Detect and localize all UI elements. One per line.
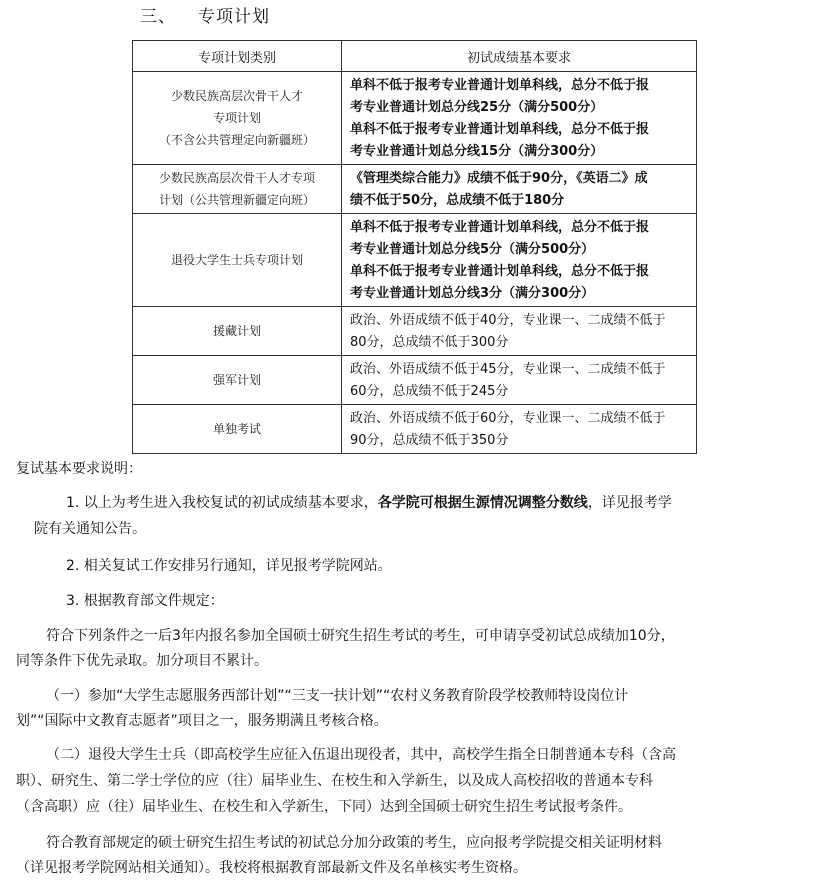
requirement-cell: 单科不低于报考专业普通计划单科线，总分不低于报 考专业普通计划总分线5分（满分500分） 单科不低于报考专业普通计划单科线，总分不低于报 考专业普通计划总分线3分（满分300分） bbox=[342, 214, 697, 307]
requirement-cell: 单科不低于报考专业普通计划单科线，总分不低于报 考专业普通计划总分线25分（满分500分） 单科不低于报考专业普通计划单科线，总分不低于报 考专业普通计划总分线15分（满分300分） bbox=[342, 72, 697, 165]
notes-heading: 复试基本要求说明： bbox=[16, 461, 142, 477]
table-row bbox=[133, 72, 697, 165]
table-row bbox=[133, 165, 697, 214]
category-cell: 单独考试 bbox=[133, 405, 342, 454]
category-cell: 退役大学生士兵专项计划 bbox=[133, 214, 342, 307]
condition-1-line-2: 划”“国际中文教育志愿者”项目之一，服务期满且考核合格。 bbox=[16, 713, 388, 729]
requirements-table bbox=[132, 40, 697, 454]
table-header-row bbox=[133, 41, 697, 72]
requirement-cell: 政治、外语成绩不低于60分，专业课一、二成绩不低于 90分，总成绩不低于350分 bbox=[342, 405, 697, 454]
section-number: 三、 bbox=[140, 7, 176, 27]
condition-2-line-2: 职）、研究生、第二学士学位的应（往）届毕业生、在校生和入学新生，以及成人高校招收的普通本专科 bbox=[16, 773, 653, 789]
note-item-1-cont: 院有关通知公告。 bbox=[34, 521, 146, 537]
condition-2-line-1: （二）退役大学生士兵（即高校学生应征入伍退出现役者，其中，高校学生指全日制普通本专科（含高 bbox=[46, 747, 676, 763]
section-title bbox=[140, 2, 270, 27]
condition-1-line-1: （一）参加“大学生志愿服务西部计划”“三支一扶计划”“农村义务教育阶段学校教师特设岗位计 bbox=[46, 688, 629, 704]
requirement-cell: 政治、外语成绩不低于40分，专业课一、二成绩不低于 80分，总成绩不低于300分 bbox=[342, 307, 697, 356]
note-item-1: 1. 以上为考生进入我校复试的初试成绩基本要求，各学院可根据生源情况调整分数线，详见报考学 bbox=[66, 495, 672, 511]
table-row bbox=[133, 405, 697, 454]
final-paragraph-line-1: 符合教育部规定的硕士研究生招生考试的初试总分加分政策的考生，应向报考学院提交相关证明材料 bbox=[46, 835, 662, 851]
category-cell: 少数民族高层次骨干人才 专项计划 （不含公共管理定向新疆班） bbox=[133, 72, 342, 165]
section-heading: 专项计划 bbox=[198, 7, 270, 27]
category-cell: 援藏计划 bbox=[133, 307, 342, 356]
requirement-cell: 政治、外语成绩不低于45分，专业课一、二成绩不低于 60分，总成绩不低于245分 bbox=[342, 356, 697, 405]
final-paragraph-line-2: （详见报考学院网站相关通知）。我校将根据教育部最新文件及名单核实考生资格。 bbox=[16, 860, 527, 876]
note-item-3: 3. 根据教育部文件规定： bbox=[66, 593, 224, 609]
bonus-paragraph-line-2: 同等条件下优先录取。加分项目不累计。 bbox=[16, 653, 268, 669]
header-category: 专项计划类别 bbox=[133, 41, 342, 72]
bonus-paragraph-line-1: 符合下列条件之一后3年内报名参加全国硕士研究生招生考试的考生，可申请享受初试总成绩加10分， bbox=[46, 628, 675, 644]
category-cell: 少数民族高层次骨干人才专项 计划（公共管理新疆定向班） bbox=[133, 165, 342, 214]
category-cell: 强军计划 bbox=[133, 356, 342, 405]
header-requirement: 初试成绩基本要求 bbox=[342, 41, 697, 72]
requirement-cell: 《管理类综合能力》成绩不低于90分，《英语二》成 绩不低于50分，总成绩不低于180分 bbox=[342, 165, 697, 214]
condition-2-line-3: （含高职）应（往）届毕业生、在校生和入学新生，下同）达到全国硕士研究生招生考试报考条件。 bbox=[16, 799, 632, 815]
table-row bbox=[133, 214, 697, 307]
table-row bbox=[133, 307, 697, 356]
table-row bbox=[133, 356, 697, 405]
note-item-1-emphasis: 各学院可根据生源情况调整分数线 bbox=[377, 495, 588, 511]
note-item-2: 2. 相关复试工作安排另行通知，详见报考学院网站。 bbox=[66, 558, 392, 574]
